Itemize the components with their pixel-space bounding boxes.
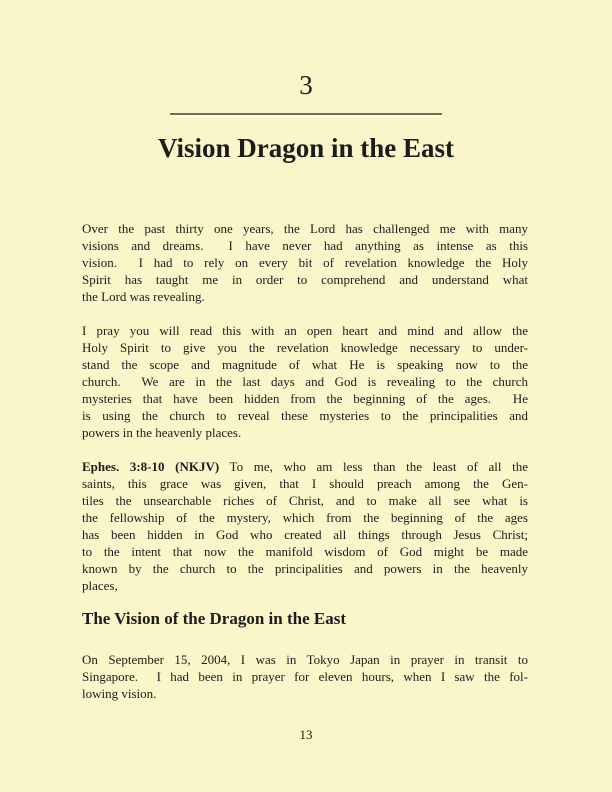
chapter-title: Vision Dragon in the East <box>157 133 455 163</box>
text-line: mysteries that have been hidden from the beginning of the ages. He <box>82 391 528 406</box>
section-heading: The Vision of the Dragon in the East <box>82 609 346 628</box>
text-line: On September 15, 2004, I was in Tokyo Japan in prayer in transit to <box>82 652 528 667</box>
text-line: the Lord was revealing. <box>82 289 205 304</box>
text-line: to the intent that now the manifold wisdom of God might be made <box>82 544 528 559</box>
text-line: is using the church to reveal these mysteries to the principalities and <box>82 408 528 423</box>
chapter-divider-rule <box>170 113 442 117</box>
text-line: saints, this grace was given, that I should preach among the Gen- <box>82 476 528 491</box>
text-line: known by the church to the principalities and powers in the heavenly <box>82 561 528 576</box>
text-line: lowing vision. <box>82 686 157 701</box>
text-line: visions and dreams. I have never had anything as intense as this <box>82 238 528 253</box>
text-line: Over the past thirty one years, the Lord has challenged me with many <box>82 221 528 236</box>
text-line: vision. I had to rely on every bit of revelation knowledge the Holy <box>82 255 528 270</box>
paragraph <box>82 220 528 305</box>
text-line: church. We are in the last days and God is revealing to the church <box>82 374 528 389</box>
text-line: places, <box>82 578 118 593</box>
scripture-reference: Ephes. 3:8-10 (NKJV) <box>82 459 220 474</box>
text-line: Ephes. 3:8-10 (NKJV) To me, who am less than the least of all the <box>82 459 528 474</box>
text-line: Holy Spirit to give you the revelation knowledge necessary to under- <box>82 340 528 355</box>
text-line: stand the scope and magnitude of what He is speaking now to the <box>82 357 528 372</box>
page-number: 13 <box>299 727 313 742</box>
paragraph <box>82 651 528 702</box>
text-line: powers in the heavenly places. <box>82 425 242 440</box>
paragraph <box>82 322 528 441</box>
text-line: the fellowship of the mystery, which from the beginning of the ages <box>82 510 528 525</box>
chapter-number: 3 <box>299 70 313 100</box>
paragraph <box>82 458 528 594</box>
body-text <box>82 220 528 702</box>
text-line: tiles the unsearchable riches of Christ, and to make all see what is <box>82 493 528 508</box>
text-line: Singapore. I had been in prayer for eleven hours, when I saw the fol- <box>82 669 528 684</box>
text-line: Spirit has taught me in order to comprehend and understand what <box>82 272 528 287</box>
text-line: I pray you will read this with an open heart and mind and allow the <box>82 323 528 338</box>
text-line: has been hidden in God who created all things through Jesus Christ; <box>82 527 528 542</box>
